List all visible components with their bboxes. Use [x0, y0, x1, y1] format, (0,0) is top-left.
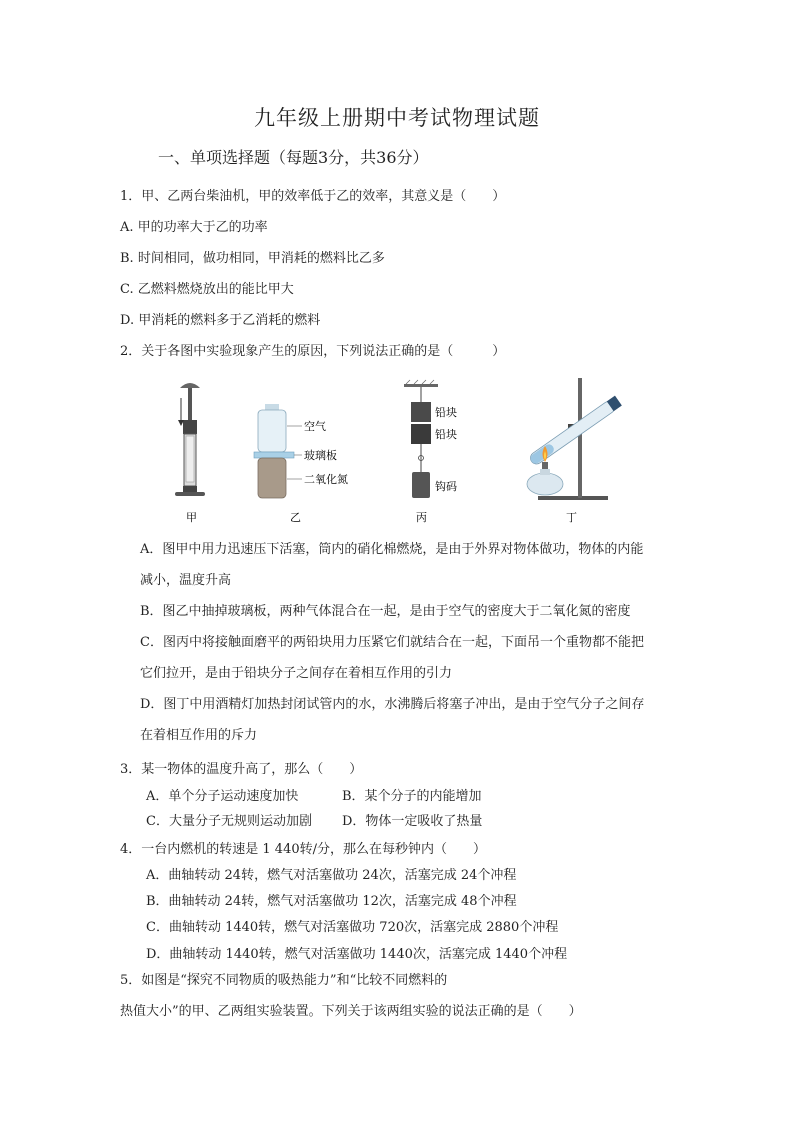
figure-caption-yi: 乙	[290, 511, 301, 524]
page-title: 九年级上册期中考试物理试题	[254, 106, 540, 130]
gas-diffusion-apparatus	[254, 404, 302, 498]
test-tube-heating-apparatus	[527, 378, 622, 500]
q2-option-c-line1: C．图丙中将接触面磨平的两铅块用力压紧它们就结合在一起，下面吊一个重物都不能把	[140, 635, 644, 650]
figure-caption-jia: 甲	[186, 511, 197, 524]
label-lead-block-bottom: 铅块	[435, 428, 457, 441]
q4-option-b: B．曲轴转动 24转，燃气对活塞做功 12次，活塞完成 48个冲程	[146, 894, 517, 909]
q3-option-b: B．某个分子的内能增加	[342, 789, 482, 804]
q2-option-c-line2: 它们拉开，是由于铅块分子之间存在着相互作用的引力	[140, 666, 453, 681]
q3-option-d: D．物体一定吸收了热量	[342, 814, 483, 829]
q3-option-c: C．大量分子无规则运动加剧	[146, 814, 312, 829]
q2-option-d-line2: 在着相互作用的斥力	[140, 728, 258, 743]
label-hook-weight: 钩码	[435, 480, 457, 493]
q1-stem: 1．甲、乙两台柴油机，甲的效率低于乙的效率，其意义是（ ）	[120, 189, 506, 204]
q2-figure	[160, 376, 650, 531]
q2-stem: 2．关于各图中实验现象产生的原因，下列说法正确的是（ ）	[120, 344, 506, 359]
q2-option-b: B．图乙中抽掉玻璃板，两种气体混合在一起，是由于空气的密度大于二氧化氮的密度	[140, 604, 631, 619]
q4-option-d: D．曲轴转动 1440转，燃气对活塞做功 1440次，活塞完成 1440个冲程	[146, 947, 568, 962]
q1-option-a: A. 甲的功率大于乙的功率	[120, 220, 268, 235]
label-nitrogen-dioxide: 二氧化氮	[304, 473, 348, 486]
q1-option-c: C. 乙燃料燃烧放出的能比甲大	[120, 282, 294, 297]
q4-stem: 4．一台内燃机的转速是 1 440转/分，那么在每秒钟内（ ）	[120, 842, 486, 857]
fire-piston-apparatus	[175, 383, 205, 496]
q3-stem: 3．某一物体的温度升高了，那么（ ）	[120, 762, 363, 777]
q3-option-a: A．单个分子运动速度加快	[146, 789, 299, 804]
q1-option-d: D. 甲消耗的燃料多于乙消耗的燃料	[120, 313, 321, 328]
q2-option-a-line1: A．图甲中用力迅速压下活塞，筒内的硝化棉燃烧，是由于外界对物体做功，物体的内能	[140, 542, 644, 557]
q4-option-a: A．曲轴转动 24转，燃气对活塞做功 24次，活塞完成 24个冲程	[146, 868, 517, 883]
q2-option-a-line2: 减小，温度升高	[140, 573, 232, 588]
label-air: 空气	[304, 420, 326, 433]
label-lead-block-top: 铅块	[435, 406, 457, 419]
q5-stem-line1: 5．如图是“探究不同物质的吸热能力”和“比较不同燃料的	[120, 973, 448, 988]
q5-stem-line2: 热值大小”的甲、乙两组实验装置。下列关于该两组实验的说法正确的是（ ）	[120, 1004, 582, 1019]
q1-option-b: B. 时间相同，做功相同，甲消耗的燃料比乙多	[120, 251, 385, 266]
q2-option-d-line1: D．图丁中用酒精灯加热封闭试管内的水，水沸腾后将塞子冲出，是由于空气分子之间存	[140, 697, 645, 712]
label-glass-plate: 玻璃板	[304, 449, 337, 462]
q4-option-c: C．曲轴转动 1440转，燃气对活塞做功 720次，活塞完成 2880个冲程	[146, 920, 559, 935]
figure-caption-ding: 丁	[566, 511, 577, 524]
figure-caption-bing: 丙	[416, 511, 427, 524]
lead-blocks-apparatus	[404, 380, 438, 498]
section-heading: 一、单项选择题（每题3分，共36分）	[158, 148, 429, 167]
